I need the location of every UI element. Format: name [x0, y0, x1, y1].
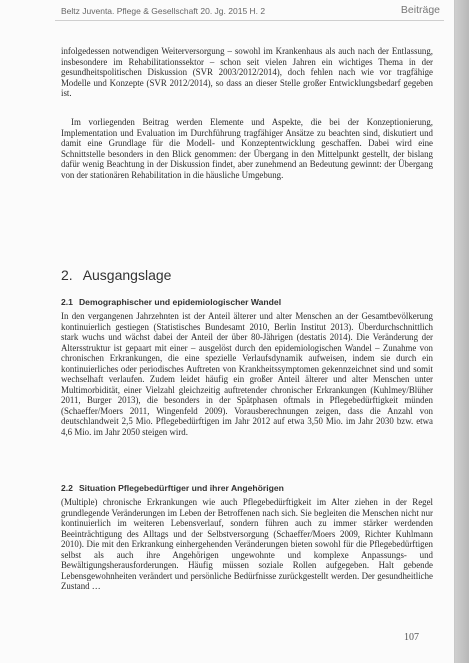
intro-paragraph-aim: Im vorliegenden Beitrag werden Elemente und Aspekte, die bei der Konzeptionierung, Implementation und Evaluation im Durchführung tragfähiger Ansätze zu beachten sind, diskutiert und damit eine Grundlage für die Modell- und Konzeptentwicklung geschaffen. Dabei wird eine Schnittstelle besonders in den Blick genommen: der Übergang in den Mittelpunkt gestellt, der bislang dafür wenig Beachtung in der Diskussion findet, aber zunehmend an Bedeutung gewinnt: der Übergang von der stationären Rehabilitation in die häusliche Umgebung. — [61, 117, 433, 180]
subsection-heading-demography — [61, 297, 281, 307]
section-number: 2. — [61, 267, 73, 283]
section-title: Ausgangslage — [82, 267, 172, 283]
running-header: Beltz Juventa. Pflege & Gesellschaft 20. Jg. 2015 H. 2 — [61, 6, 266, 16]
subsection-title: Demographischer und epidemiologischer Wandel — [78, 297, 282, 307]
page-edge-shadow — [455, 0, 469, 663]
body-paragraph-situation: (Multiple) chronische Erkrankungen wie auch Pflegebedürftigkeit im Alter ziehen in der Regel grundlegende Veränderungen im Leben der Betroffenen nach sich. Sie begleiten die Menschen nicht nur kontinuierlich im weiteren Lebensverlauf, sondern führen auch zu immer stärker werdenden Beeinträchtigung des Alltags und der Selbstversorgung (Schaeffer/Moers 2009, Richter Kuhlmann 2010). Die mit den Erkrankung einhergehenden Veränderungen bieten sowohl für die Pflegebedürftigen selbst als auch ihre Angehörigen ungewohnte und komplexe Anpassungs- und Bewältigungsherausforderungen. Häufig müssen soziale Rollen aufgegeben. Halt gebende Lebensgewohnheiten verändert und persönliche Bedürfnisse zurückgestellt werden. Der gesundheitliche Zustand … — [61, 497, 433, 591]
page-number: 107 — [404, 632, 419, 643]
section-label: Beiträge — [400, 4, 440, 16]
intro-paragraph-continued: infolgedessen notwendigen Weiterversorgung – sowohl im Krankenhaus als auch nach der Entlassung, insbesondere im Rehabilitationssektor – schon seit vielen Jahren ein wichtiges Thema in der gesundheitspolitischen Diskussion (SVR 2003/2012/2014), doch fehlen nach wie vor tragfähige Modelle und Konzepte (SVR 2012/2014), so dass an dieser Stelle großer Entwicklungsbedarf gegeben ist. — [61, 46, 433, 98]
subsection-number: 2.2 — [61, 483, 73, 493]
body-paragraph-demography: In den vergangenen Jahrzehnten ist der Anteil älterer und alter Menschen an der Gesamtbevölkerung kontinuierlich gestiegen (Statistisches Bundesamt 2010, Berlin Institut 2013). Überdurchschnittlich stark wuchs und wächst dabei der Anteil der über 80-Jährigen (destatis 2014). Die Veränderung der Altersstruktur ist gepaart mit einer – ausgelöst durch den epidemiologischen Wandel – Zunahme von chronischen Erkrankungen, die eine spezielle Verlaufsdynamik aufweisen, indem sie durch ein kontinuierliches oder periodisches Auftreten von Krankheitssymptomen gekennzeichnet sind und somit wechselhaft verlaufen. Zudem leidet häufig ein großer Anteil älterer und alter Menschen unter Multimorbidität, einer Vielzahl gleichzeitig auftretender chronischer Erkrankungen (Kuhlmey/Blüher 2011, Burger 2013), die besonders in der Spätphasen oftmals in Pflegebedürftigkeit münden (Schaeffer/Moers 2011, Wingenfeld 2009). Vorausberechnungen zeigen, dass die Anzahl von deutschlandweit 2,5 Mio. Pflegebedürftigen im Jahr 2012 auf etwa 3,50 Mio. im Jahr 2030 bzw. etwa 4,6 Mio. im Jahr 2050 steigen wird. — [61, 311, 433, 437]
subsection-number: 2.1 — [61, 297, 73, 307]
header-divider — [55, 20, 444, 21]
subsection-title: Situation Pflegebedürftiger und ihrer Angehörigen — [78, 483, 284, 493]
section-heading — [61, 267, 171, 283]
subsection-heading-situation — [61, 483, 284, 493]
